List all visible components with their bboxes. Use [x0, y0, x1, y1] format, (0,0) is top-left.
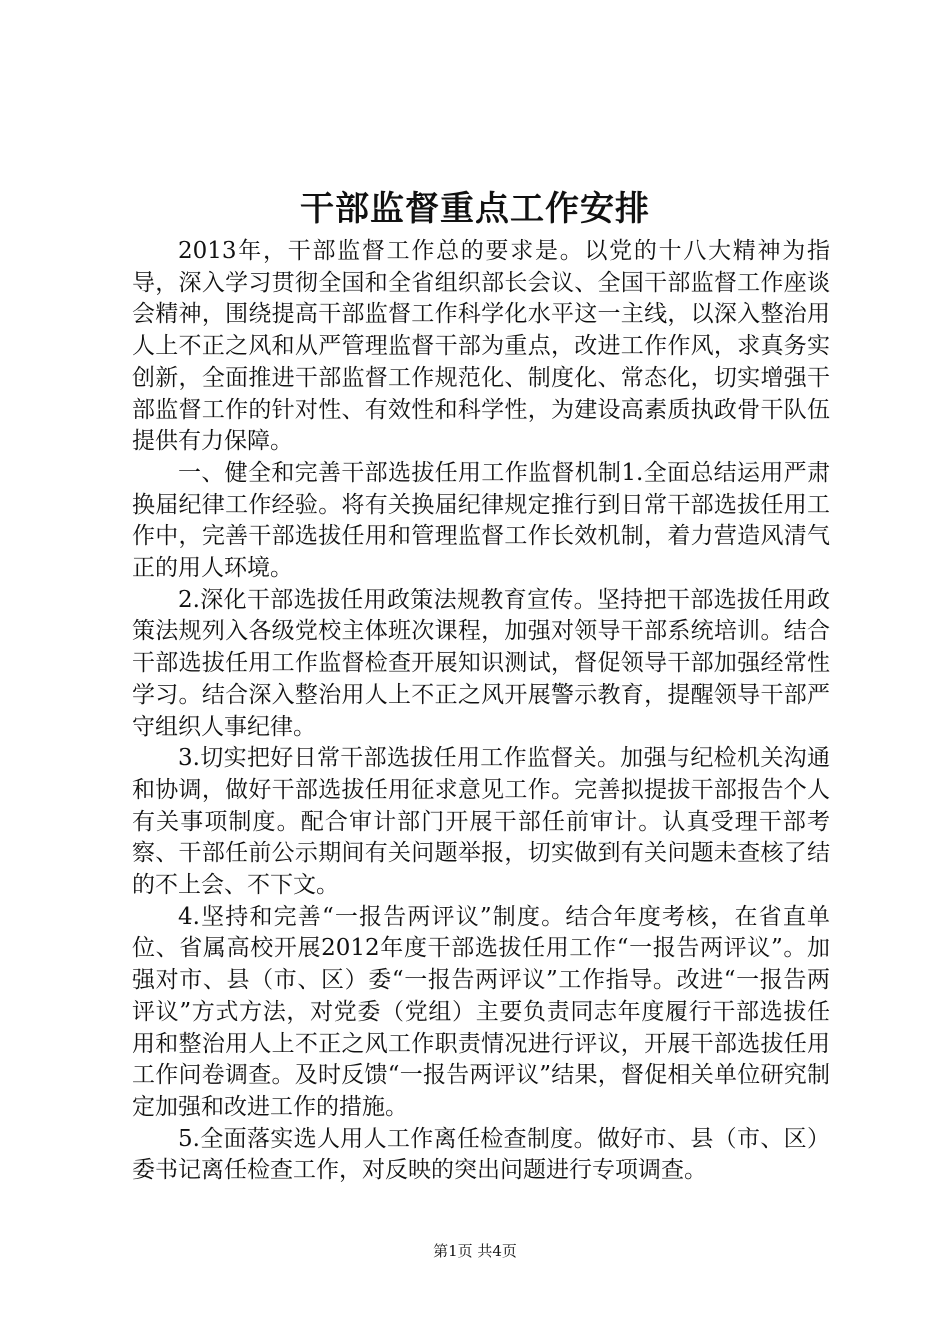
paragraph-item-5: 5.全面落实选人用人工作离任检查制度。做好市、县（市、区）委书记离任检查工作，对反映的突出问题进行专项调查。 [132, 1125, 830, 1184]
page-number-footer: 第1页 共4页 [433, 1242, 517, 1260]
paragraph-item-2: 2.深化干部选拔任用政策法规教育宣传。坚持把干部选拔任用政策法规列入各级党校主体班次课程，加强对领导干部系统培训。结合干部选拔任用工作监督检查开展知识测试，督促领导干部加强经常性学习。结合深入整治用人上不正之风开展警示教育，提醒领导干部严守组织人事纪律。 [132, 586, 830, 740]
paragraph-item-4: 4.坚持和完善“一报告两评议”制度。结合年度考核，在省直单位、省属高校开展2012年度干部选拔任用工作“一报告两评议”。加强对市、县（市、区）委“一报告两评议”工作指导。改进“一报告两评议”方式方法，对党委（党组）主要负责同志年度履行干部选拔任用和整治用人上不正之风工作职责情况进行评议，开展干部选拔任用工作问卷调查。及时反馈“一报告两评议”结果，督促相关单位研究制定加强和改进工作的措施。 [132, 903, 830, 1120]
paragraph-item-3: 3.切实把好日常干部选拔任用工作监督关。加强与纪检机关沟通和协调，做好干部选拔任用征求意见工作。完善拟提拔干部报告个人有关事项制度。配合审计部门开展干部任前审计。认真受理干部考察、干部任前公示期间有关问题举报，切实做到有关问题未查核了结的不上会、不下文。 [132, 745, 830, 899]
paragraph-intro: 2013年，干部监督工作总的要求是。以党的十八大精神为指导，深入学习贯彻全国和全省组织部长会议、全国干部监督工作座谈会精神，围绕提高干部监督工作科学化水平这一主线，以深入整治用人上不正之风和从严管理监督干部为重点，改进工作作风，求真务实创新，全面推进干部监督工作规范化、制度化、常态化，切实增强干部监督工作的针对性、有效性和科学性，为建设高素质执政骨干队伍提供有力保障。 [132, 238, 830, 455]
document-body [132, 236, 830, 1187]
document-title: 干部监督重点工作安排 [300, 189, 650, 229]
paragraph-section-1: 一、健全和完善干部选拔任用工作监督机制1.全面总结运用严肃换届纪律工作经验。将有关换届纪律规定推行到日常干部选拔任用工作中，完善干部选拔任用和管理监督工作长效机制，着力营造风清气正的用人环境。 [132, 459, 830, 582]
